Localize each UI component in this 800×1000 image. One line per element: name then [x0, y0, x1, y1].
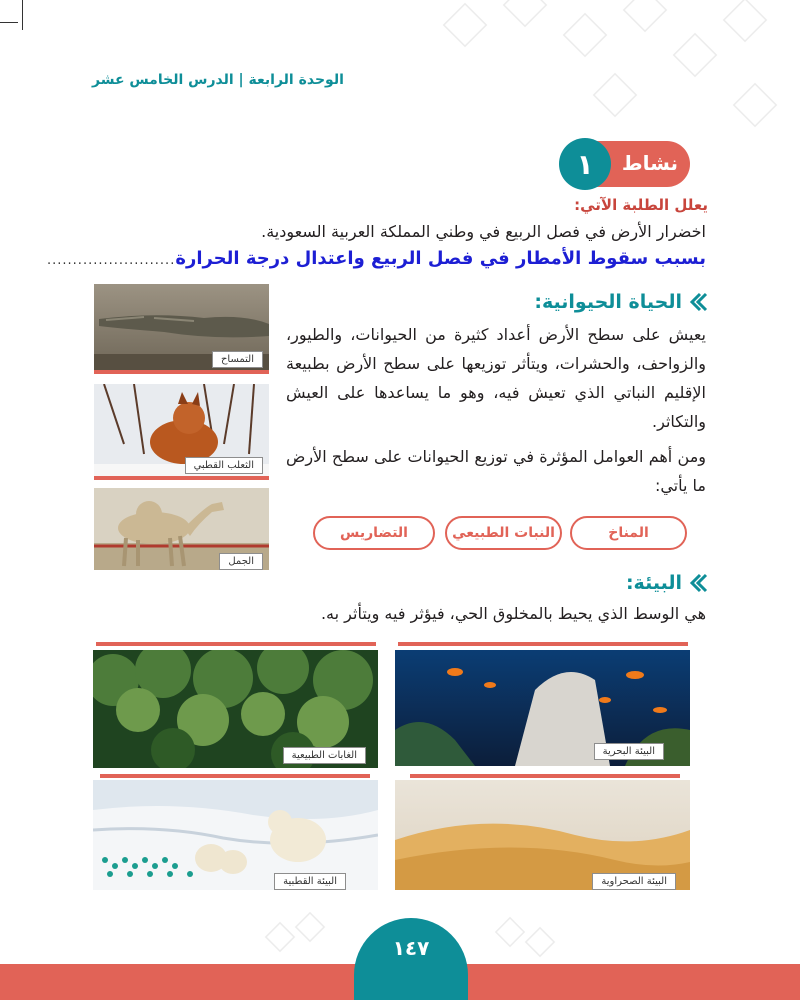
photo-underline [94, 476, 269, 480]
question-prompt: اخضرار الأرض في فصل الربيع في وطني المملكة العربية السعودية. [261, 222, 706, 241]
photo-caption: البيئة القطبية [274, 873, 346, 890]
photo-caption: البيئة الصحراوية [592, 873, 676, 890]
animal-life-paragraph: يعيش على سطح الأرض أعداد كثيرة من الحيوانات، والطيور، والزواحف، والحشرات، ويتأثر توزيعها على سطح الأرض بطبيعة الإقليم النباتي الذي تعيش فيه، وهو ما يساعدها على العيش والتكاثر. [286, 325, 706, 431]
crop-mark [0, 22, 18, 23]
fox-photo [94, 384, 269, 476]
forest-photo [93, 650, 378, 768]
camel-photo [94, 488, 269, 570]
photo-underline [94, 370, 269, 374]
double-chevron-icon [688, 291, 708, 313]
environment-definition: هي الوسط الذي يحيط بالمخلوق الحي، فيؤثر فيه ويتأثر به. [320, 604, 706, 623]
activity-label: نشاط [621, 151, 678, 175]
activity-number: ١ [559, 138, 611, 190]
photo-topbar [398, 642, 688, 646]
diamond-pattern-decoration [380, 0, 800, 140]
factor-terrain: التضاريس [313, 516, 435, 550]
question-title: يعلل الطلبة الآتي: [574, 196, 708, 214]
factor-natural-vegetation: النبات الطبيعي [445, 516, 562, 550]
answer-line [47, 248, 706, 269]
unit-lesson-header: الوحدة الرابعة | الدرس الخامس عشر [92, 72, 344, 88]
answer-dots: ......................... [47, 253, 176, 268]
environment-title: البيئة: [625, 572, 682, 594]
factor-climate: المناخ [570, 516, 687, 550]
animal-life-title: الحياة الحيوانية: [534, 291, 682, 313]
photo-caption: الثعلب القطبي [185, 457, 263, 474]
photo-topbar [100, 774, 370, 778]
photo-caption: البيئة البحرية [594, 743, 664, 760]
animal-life-heading [534, 291, 708, 313]
marine-photo [395, 650, 690, 766]
polar-photo [93, 780, 378, 890]
photo-topbar [96, 642, 376, 646]
handwritten-answer: بسبب سقوط الأمطار في فصل الربيع واعتدال درجة الحرارة [175, 248, 706, 269]
photo-caption: الغابات الطبيعية [283, 747, 366, 764]
photo-caption: الجمل [219, 553, 263, 570]
crocodile-photo [94, 284, 269, 370]
photo-caption: التمساح [212, 351, 263, 368]
factors-intro-paragraph: ومن أهم العوامل المؤثرة في توزيع الحيوانات على سطح الأرض ما يأتي: [286, 447, 706, 495]
desert-photo [395, 780, 690, 890]
double-chevron-icon [688, 572, 708, 594]
photo-topbar [410, 774, 680, 778]
crop-mark [22, 0, 23, 30]
environment-heading [626, 572, 708, 594]
page-number: ١٤٧ [392, 936, 430, 960]
